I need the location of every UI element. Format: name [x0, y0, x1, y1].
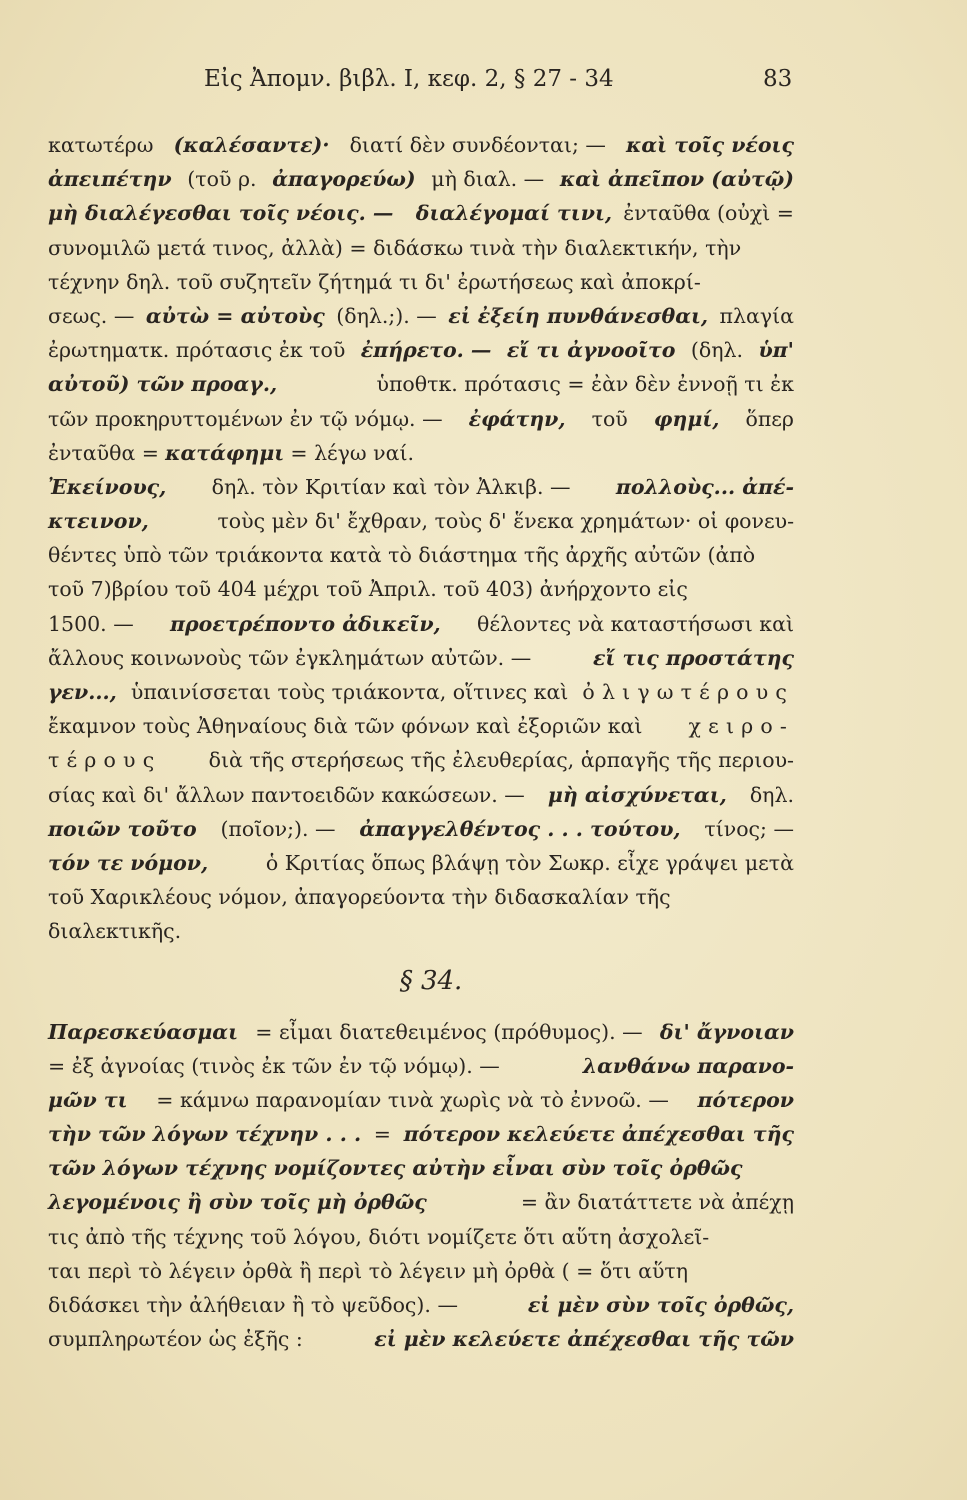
text-line: λεγομένοις ἢ σὺν τοῖς μὴ ὀρθῶς = ἂν διατάττετε νὰ ἀπέχῃ	[48, 1190, 794, 1215]
text-line: τῶν προκηρυττομένων ἐν τῷ νόμῳ. — ἐφάτην, τοῦ φημί, ὅπερ	[48, 406, 794, 431]
text-line: Παρεσκεύασμαι = εἶμαι διατεθειμένος (πρόθυμος). — δι' ἄγνοιαν	[48, 1019, 794, 1044]
text-line: τὴν τῶν λόγων τέχνην . . . = πότερον κελεύετε ἀπέχεσθαι τῆς	[48, 1122, 794, 1147]
text-line: διαλεκτικῆς.	[48, 919, 182, 944]
text-line: τοῦ Χαρικλέους νόμον, ἀπαγορεύοντα τὴν διδασκαλίαν τῆς	[48, 885, 671, 910]
text-line: Ἐκείνους, δηλ. τὸν Κριτίαν καὶ τὸν Ἀλκιβ. — πολλοὺς... ἀπέ-	[48, 474, 794, 499]
text-line: ποιῶν τοῦτο (ποῖον;). — ἀπαγγελθέντος . . . τούτου, τίνος; —	[48, 816, 794, 841]
text-line: αὐτοῦ) τῶν προαγ., ὑποθτκ. πρότασις = ἐὰν δὲν ἐννοῇ τι ἐκ	[48, 372, 794, 397]
text-line: θέντες ὑπὸ τῶν τριάκοντα κατὰ τὸ διάστημα τῆς ἀρχῆς αὐτῶν (ἀπὸ	[48, 543, 756, 568]
text-line: ται περὶ τὸ λέγειν ὀρθὰ ἢ περὶ τὸ λέγειν μὴ ὀρθὰ ( = ὅτι αὕτη	[48, 1258, 689, 1283]
text-line: συμπληρωτέον ὡς ἑξῆς : εἰ μὲν κελεύετε ἀπέχεσθαι τῆς τῶν	[48, 1327, 794, 1352]
text-line: γεν..., ὑπαινίσσεται τοὺς τριάκοντα, οἵτινες καὶ ὀλιγωτέρους	[48, 680, 794, 704]
text-line: τέρους διὰ τῆς στερήσεως τῆς ἐλευθερίας, ἁρπαγῆς τῆς περιου-	[48, 748, 794, 773]
text-line: διδάσκει τὴν ἀλήθειαν ἢ τὸ ψεῦδος). — εἰ μὲν σὺν τοῖς ὀρθῶς,	[48, 1293, 794, 1317]
text-line: σίας καὶ δι' ἄλλων παντοειδῶν κακώσεων. — μὴ αἰσχύνεται, δηλ.	[48, 782, 794, 807]
text-line: κτεινον, τοὺς μὲν δι' ἔχθραν, τοὺς δ' ἕνεκα χρημάτων· οἱ φονευ-	[48, 509, 794, 534]
page-header	[0, 66, 967, 106]
text-line: ἔκαμνον τοὺς Ἀθηναίους διὰ τῶν φόνων καὶ ἐξοριῶν καὶ χειρο-	[48, 714, 794, 739]
text-line: συνομιλῶ μετά τινος, ἀλλὰ) = διδάσκω τινὰ τὴν διαλεκτικήν, τὴν	[48, 235, 742, 260]
text-line: τόν τε νόμον, ὁ Κριτίας ὅπως βλάψῃ τὸν Σωκρ. εἶχε γράψει μετὰ	[48, 850, 794, 875]
text-line: μὴ διαλέγεσθαι τοῖς νέοις. — διαλέγομαί τινι, ἐνταῦθα (οὐχὶ =	[48, 201, 794, 226]
commentary-text	[48, 128, 794, 1356]
text-line: κατωτέρω (καλέσαντε)· διατί δὲν συνδέονται; — καὶ τοῖς νέοις	[48, 133, 794, 157]
text-line: 1500. — προετρέποντο ἀδικεῖν, θέλοντες νὰ καταστήσωσι καὶ	[48, 611, 794, 636]
text-line: σεως. — αὐτὼ = αὐτοὺς (δηλ.;). — εἰ ἐξείη πυνθάνεσθαι, πλαγία	[48, 303, 794, 328]
text-line: ἐρωτηματκ. πρότασις ἐκ τοῦ ἐπήρετο. — εἴ τι ἀγνοοῖτο (δηλ. ὑπ'	[48, 338, 794, 363]
running-head: Εἰς Ἀπομν. βιβλ. I, κεφ. 2, § 27 - 34	[204, 66, 614, 92]
page-number: 83	[763, 66, 793, 92]
text-line: ἄλλους κοινωνοὺς τῶν ἐγκλημάτων αὐτῶν. — εἴ τις προστάτης	[48, 645, 794, 670]
text-line: ἀπειπέτην (τοῦ ρ. ἀπαγορεύω) μὴ διαλ. — καὶ ἀπεῖπον (αὐτῷ)	[48, 167, 794, 192]
text-line: τέχνην δηλ. τοῦ συζητεῖν ζήτημά τι δι' ἐρωτήσεως καὶ ἀποκρί-	[48, 269, 701, 294]
text-line: ἐνταῦθα = κατάφημι = λέγω ναί.	[48, 440, 415, 465]
text-line: τοῦ 7)βρίου τοῦ 404 μέχρι τοῦ Ἀπριλ. τοῦ 403) ἀνήρχοντο εἰς	[48, 577, 688, 602]
section-heading: § 34.	[399, 966, 463, 997]
text-line: = ἐξ ἀγνοίας (τινὸς ἐκ τῶν ἐν τῷ νόμῳ). — λανθάνω παρανο-	[48, 1053, 794, 1078]
text-line: τις ἀπὸ τῆς τέχνης τοῦ λόγου, διότι νομίζετε ὅτι αὕτη ἀσχολεῖ-	[48, 1224, 710, 1249]
text-line: τῶν λόγων τέχνης νομίζοντες αὐτὴν εἶναι σὺν τοῖς ὀρθῶς	[48, 1156, 743, 1181]
text-line: μῶν τι = κάμνω παρανομίαν τινὰ χωρὶς νὰ τὸ ἐννοῶ. — πότερον	[48, 1087, 794, 1112]
